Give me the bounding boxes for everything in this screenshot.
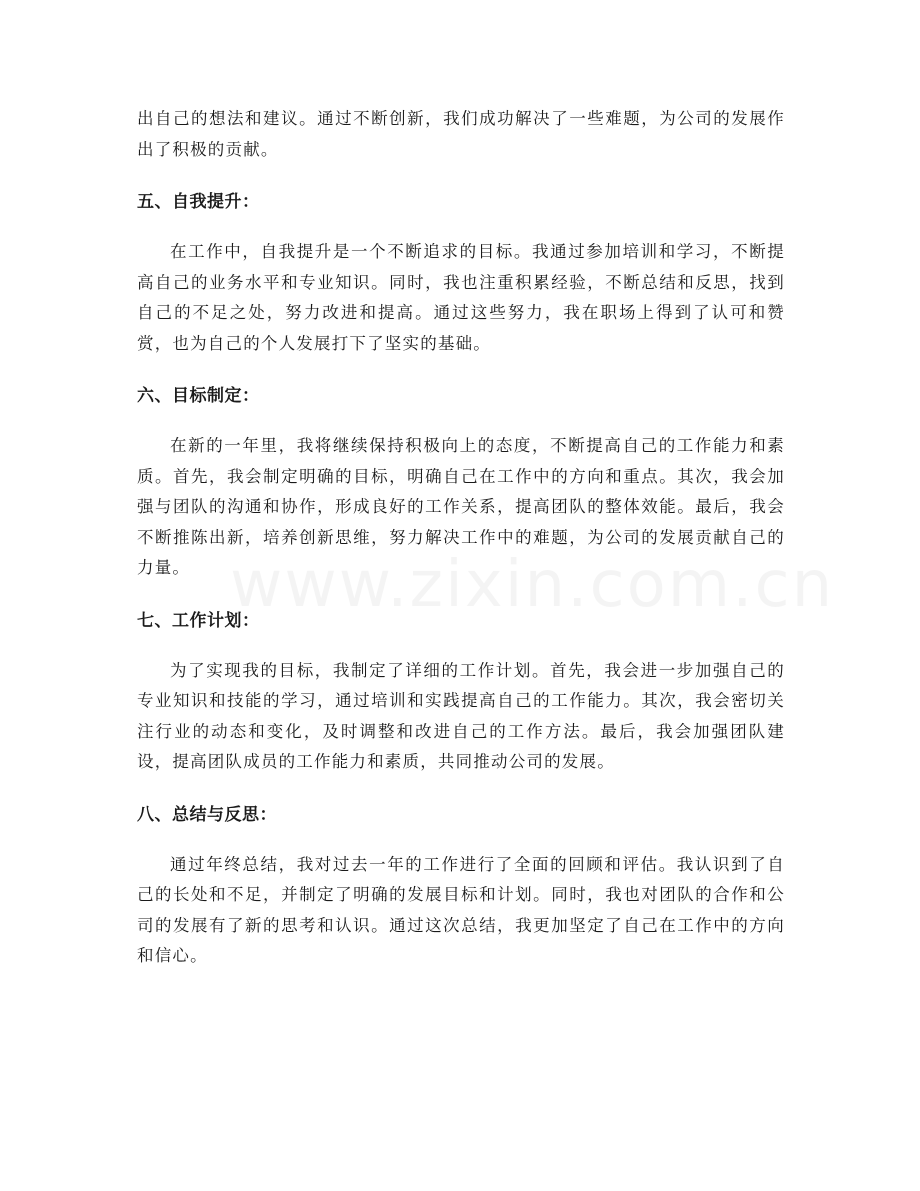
section-heading-7: 七、工作计划：: [137, 610, 260, 631]
section-heading-8: 八、总结与反思：: [137, 804, 277, 825]
section-paragraph-5: 在工作中，自我提升是一个不断追求的目标。我通过参加培训和学习，不断提高自己的业务水平和专业知识。同时，我也注重积累经验，不断总结和反思，找到自己的不足之处，努力改进和提高。通过这些努力，我在职场上得到了认可和赞赏，也为自己的个人发展打下了坚实的基础。: [137, 242, 785, 353]
intro-paragraph: 出自己的想法和建议。通过不断创新，我们成功解决了一些难题，为公司的发展作出了积极的贡献。: [137, 109, 785, 159]
section-paragraph-6: 在新的一年里，我将继续保持积极向上的态度，不断提高自己的工作能力和素质。首先，我会制定明确的目标，明确自己在工作中的方向和重点。其次，我会加强与团队的沟通和协作，形成良好的工作关系，提高团队的整体效能。最后，我会不断推陈出新，培养创新思维，努力解决工作中的难题，为公司的发展贡献自己的力量。: [137, 436, 785, 577]
document-body: [137, 104, 785, 972]
section-heading-5: 五、自我提升：: [137, 192, 260, 212]
section-heading-6: 六、目标制定：: [137, 386, 260, 406]
section-paragraph-7: 为了实现我的目标，我制定了详细的工作计划。首先，我会进一步加强自己的专业知识和技能的学习，通过培训和实践提高自己的工作能力。其次，我会密切关注行业的动态和变化，及时调整和改进自己的工作方法。最后，我会加强团队建设，提高团队成员的工作能力和素质，共同推动公司的发展。: [137, 660, 785, 771]
section-paragraph-8: 通过年终总结，我对过去一年的工作进行了全面的回顾和评估。我认识到了自己的长处和不足，并制定了明确的发展目标和计划。同时，我也对团队的合作和公司的发展有了新的思考和认识。通过这次总结，我更加坚定了自己在工作中的方向和信心。: [137, 854, 785, 965]
